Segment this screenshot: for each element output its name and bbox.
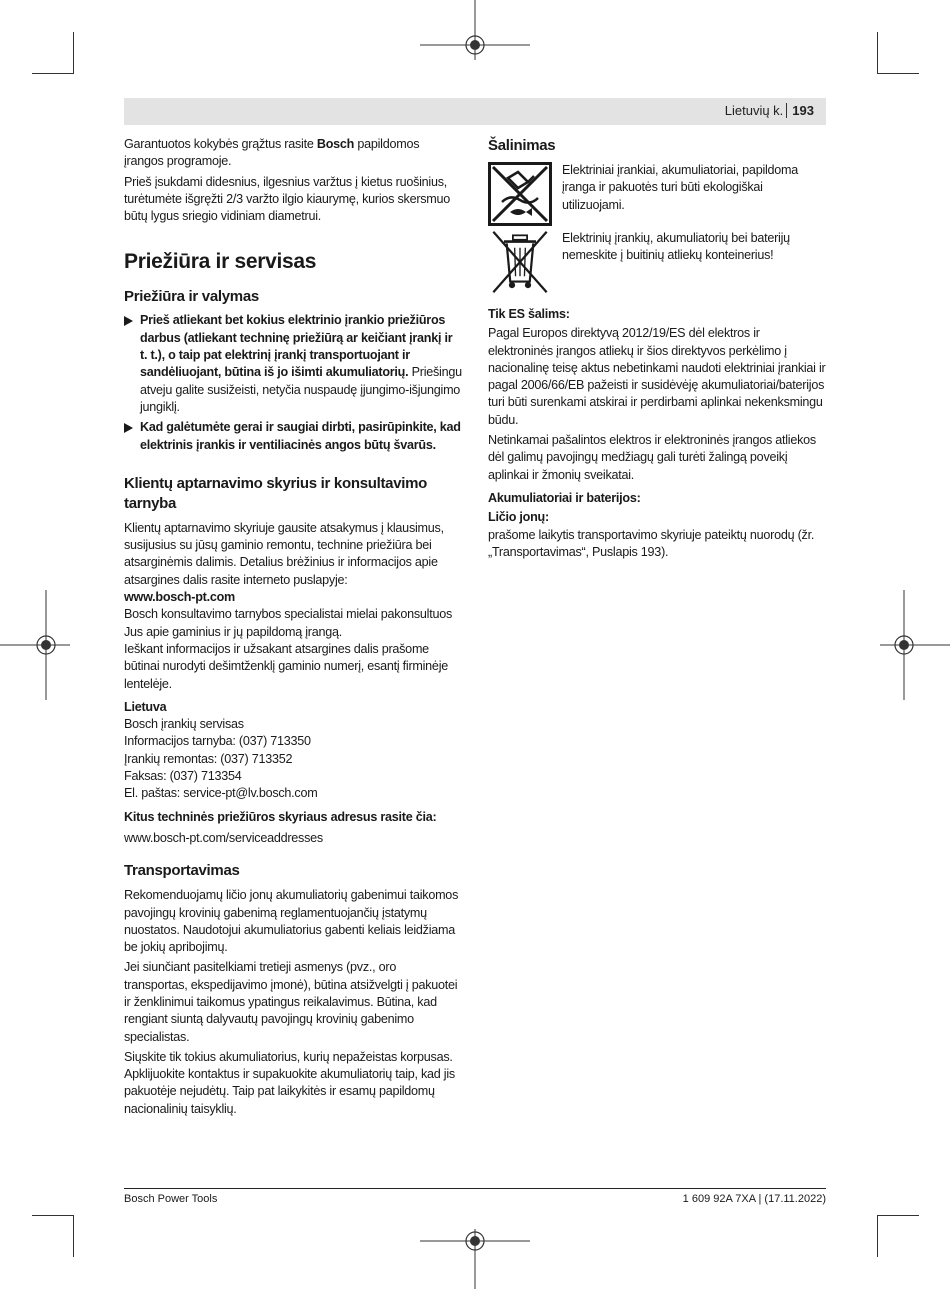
crop-mark: [877, 32, 878, 74]
contact-line: Faksas: (037) 713354: [124, 769, 242, 784]
eu-paragraph-1: Pagal Europos direktyvą 2012/19/ES dėl elektros ir elektroninės įrangos atliekų ir šios direktyvos perkėlimo į nacionalinę teisę aktus nebetinkami naudoti elektriniai įrankiai ir pagal 2006/66/EB pažeisti ir susidėvėję akumuliatoriai/baterijos turi būti surenkami atskirai ir perdirbami aplinkai nekenksmingu būdu.: [488, 326, 826, 427]
registration-mark-top: [420, 0, 530, 60]
transport-paragraph-2: Jei siunčiant pasitelkiami tretieji asmenys (pvz., oro transportas, ekspedijavimo įmonė), būtina atsižvelgti į pakuotei ir ženklinimui taikomus ypatingus reikalavimus. Būtina, kad rengiant siuntą dalyvautų pavojingų krovinių gabenimo specialistas.: [124, 960, 458, 1044]
recycling-symbol-icon: [488, 162, 552, 226]
bullet-triangle-icon: [124, 423, 133, 433]
registration-mark-right: [880, 590, 950, 700]
warning-text: Priešingu atveju galite susižeisti, netyčia nuspaudę įjungimo-išjungimo jungiklį.: [140, 365, 462, 414]
header-label: [725, 103, 814, 119]
brand-name: Bosch: [316, 137, 355, 151]
contact-line: Informacijos tarnyba: (037) 713350: [124, 734, 311, 749]
lithium-ion-text: prašome laikytis transportavimo skyriuje pateiktų nuorodų (žr. „Transportavimas“, Puslapis 193).: [488, 527, 815, 559]
eu-title: Tik ES šalims:: [488, 307, 570, 321]
intro-paragraph-2: Prieš įsukdami didesnius, ilgesnius varžtus į kietus ruošinius, turėtumėte išgręžti 2/3 varžto ilgio kiaurymę, kurios skersmuo būtų lygus sriegio vidiniam diametrui.: [124, 174, 451, 224]
warning-bold-text: Kad galėtumėte gerai ir saugiai dirbti, pasirūpinkite, kad elektrinis įrankis ir ventiliacinės angos būtų švarūs.: [140, 420, 461, 452]
subsection-title-transport: Transportavimas: [124, 862, 240, 880]
warning-bullet-1: [124, 312, 462, 416]
crop-mark: [73, 32, 74, 74]
crop-mark: [877, 73, 919, 74]
batteries-title: Akumuliatoriai ir baterijos:: [488, 490, 641, 505]
service-url: www.bosch-pt.com: [124, 590, 235, 605]
crop-mark: [73, 1215, 74, 1257]
intro-paragraph-1: [124, 136, 462, 171]
section-title-disposal: Šalinimas: [488, 137, 556, 154]
subsection-title-service: Klientų aptarnavimo skyrius ir konsultavimo tarnyba: [124, 474, 428, 512]
footer-doc-number: 1 609 92A 7XA | (17.11.2022): [682, 1193, 826, 1205]
crop-mark: [877, 1215, 919, 1216]
service-paragraph-1: Klientų aptarnavimo skyriuje gausite atsakymus į klausimus, susijusius su jūsų gaminio remontu, technine priežiūra bei atsarginėmis dalimis. Detalius brėžinius ir informacijos apie atsargines dalis rasite interneto puslapyje:: [124, 520, 444, 587]
footer-divider: [124, 1188, 826, 1189]
crop-mark: [32, 73, 74, 74]
bullet-triangle-icon: [124, 316, 133, 326]
contact-line: Bosch įrankių servisas: [124, 717, 244, 732]
warning-bold-text: Prieš atliekant bet kokius elektrinio įrankio priežiūros darbus (atliekant techninę priežiūrą ar keičiant įrankį ir t. t.), o taip pat elektrinį įrankį transportuojant ir sandėliuojant, būtina iš jo išimti akumuliatorių.: [140, 313, 453, 380]
subsection-title-cleaning: Priežiūra ir valymas: [124, 288, 259, 306]
crossed-bin-icon: [488, 230, 552, 294]
service-paragraph-2: Bosch konsultavimo tarnybos specialistai mielai pakonsultuos Jus apie gaminius ir jų papildomą įrangą.: [124, 607, 453, 639]
right-column: [488, 136, 826, 561]
contact-line: Įrankių remontas: (037) 713352: [124, 751, 293, 766]
disposal-text-2: Elektrinių įrankių, akumuliatorių bei baterijų nemeskite į buitinių atliekų konteinerius!: [562, 231, 790, 263]
crop-mark: [32, 1215, 74, 1216]
transport-paragraph-3: Siųskite tik tokius akumuliatorius, kurių nepažeistas korpusas. Apklijuokite kontaktus ir supakuokite akumuliatorių taip, kad jis pakuotėje nejudėtų. Taip pat laikykitės ir esamų papildomų nacionalinių taisyklių.: [124, 1049, 455, 1116]
disposal-item-recycle: [488, 162, 826, 226]
section-title-maintenance: Priežiūra ir servisas: [124, 250, 317, 274]
other-addresses-title: Kitus techninės priežiūros skyriaus adresus rasite čia:: [124, 809, 437, 824]
contact-line: El. paštas: service-pt@lv.bosch.com: [124, 786, 318, 801]
intro-text: papildomos įrangos programoje.: [124, 137, 420, 169]
left-column: [124, 136, 462, 1118]
lithium-ion-title: Ličio jonų:: [488, 510, 549, 525]
eu-paragraph-2: Netinkamai pašalintos elektros ir elektroninės įrangos atliekos dėl galimų pavojingų medžiagų gali turėti žalingą poveikį aplinkai ir žmonių sveikatai.: [488, 433, 816, 482]
registration-mark-left: [0, 590, 70, 700]
page-number: 193: [786, 103, 814, 118]
country-title: Lietuva: [124, 699, 167, 714]
warning-bullet-2: [124, 419, 462, 454]
header-language: Lietuvių k.: [724, 103, 784, 118]
page-header: [124, 98, 826, 125]
disposal-text-1: Elektriniai įrankiai, akumuliatoriai, papildoma įranga ir pakuotės turi būti ekologiškai utilizuojami.: [562, 163, 799, 212]
transport-paragraph-1: Rekomenduojamų ličio jonų akumuliatorių gabenimui taikomos pavojingų krovinių gabenimą reglamentuojančių įstatymų nuostatos. Naudotojui akumuliatorius gabenti keliais leidžiama be jokių apribojimų.: [124, 888, 459, 955]
other-addresses-url: www.bosch-pt.com/serviceaddresses: [124, 830, 323, 845]
intro-text: Garantuotos kokybės grąžtus rasite: [124, 137, 317, 151]
disposal-item-bin: [488, 230, 826, 294]
crop-mark: [877, 1215, 878, 1257]
footer-publisher: Bosch Power Tools: [124, 1193, 218, 1205]
registration-mark-bottom: [420, 1229, 530, 1289]
service-paragraph-3: Ieškant informacijos ir užsakant atsargines dalis prašome būtinai nurodyti dešimtženklį gaminio numerį, esantį firminėje lentelėje.: [124, 641, 448, 691]
